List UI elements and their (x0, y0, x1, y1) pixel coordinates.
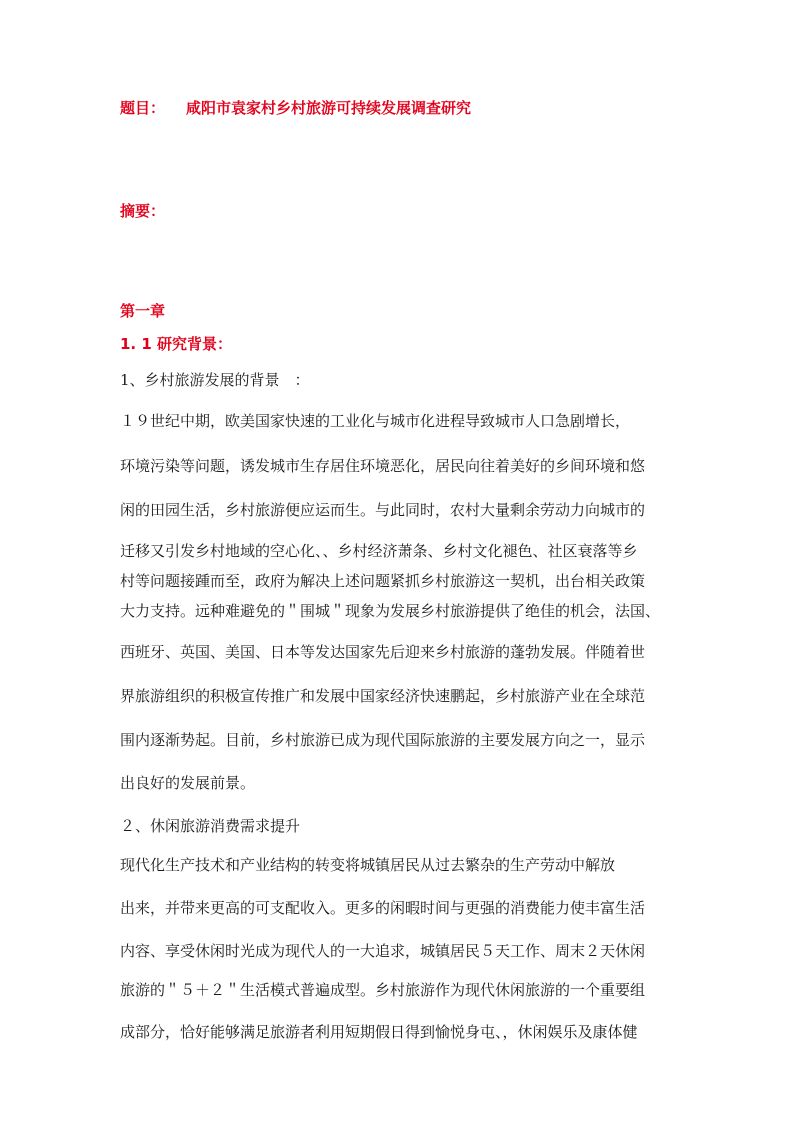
body-line: 出来，并带来更高的可支配收入。更多的闲暇时间与更强的消费能力使丰富生活 (120, 899, 646, 917)
body-line: 界旅游组织的积极宣传推广和发展中国家经济快速鹏起，乡村旅游产业在全球范 (120, 687, 646, 705)
body-line: 旅游的＂５＋２＂生活模式普遍成型。乡村旅游作为现代休闲旅游的一个重要组 (120, 981, 646, 999)
body-line: 内容、享受休闲时光成为现代人的一大追求，城镇居民５天工作、周末２天休闲 (120, 942, 646, 960)
body-line: ２、休闲旅游消费需求提升 (120, 817, 301, 835)
body-line: 1、乡村旅游发展的背景 ： (120, 371, 310, 389)
body-line: 成部分，恰好能够满足旅游者利用短期假日得到愉悦身屯、，休闲娱乐及康体健 (120, 1023, 638, 1041)
body-line: 村等问题接踵而至，政府为解决上述问题紧抓乡村旅游这一契机，出台相关政策 (120, 572, 646, 590)
chapter-heading: 第一章 (120, 302, 166, 320)
title-label: 题目： (120, 99, 166, 117)
body-line: 闲的田园生活，乡村旅游便应运而生。与此同时，农村大量剩余劳动力向城市的 (120, 501, 646, 519)
title-text: 咸阳市袁家村乡村旅游可持续发展调查研究 (186, 99, 472, 117)
body-line: 西班牙、英国、美国、日本等发达国家先后迎来乡村旅游的蓬勃发展。伴随着世 (120, 643, 646, 661)
body-line: 迁移又引发乡村地域的空心化、、乡村经济萧条、乡村文化褪色、社区衰落等乡 (120, 542, 638, 560)
body-line: 环境污染等问题，诱发城市生存居住环境恶化，居民向往着美好的乡间环境和悠 (120, 457, 646, 475)
document-title (120, 97, 471, 118)
body-line: 围内逐渐势起。目前，乡村旅游已成为现代国际旅游的主要发展方向之一，显示 (120, 731, 646, 749)
body-line: 大力支持。远种难避免的＂围城＂现象为发展乡村旅游提供了绝佳的机会，法国、 (120, 602, 661, 620)
body-line: 出良好的发展前景。 (120, 774, 256, 792)
abstract-heading: 摘要： (120, 202, 166, 220)
body-line: 现代化生产技术和产业结构的转变将城镇居民从过去繁杂的生产劳动中解放 (120, 856, 616, 874)
body-line: １９世纪中期，欧美国家快速的工业化与城市化进程导致城市人口急剧增长， (120, 412, 631, 430)
section-heading: 1. 1 研究背景： (120, 335, 233, 353)
